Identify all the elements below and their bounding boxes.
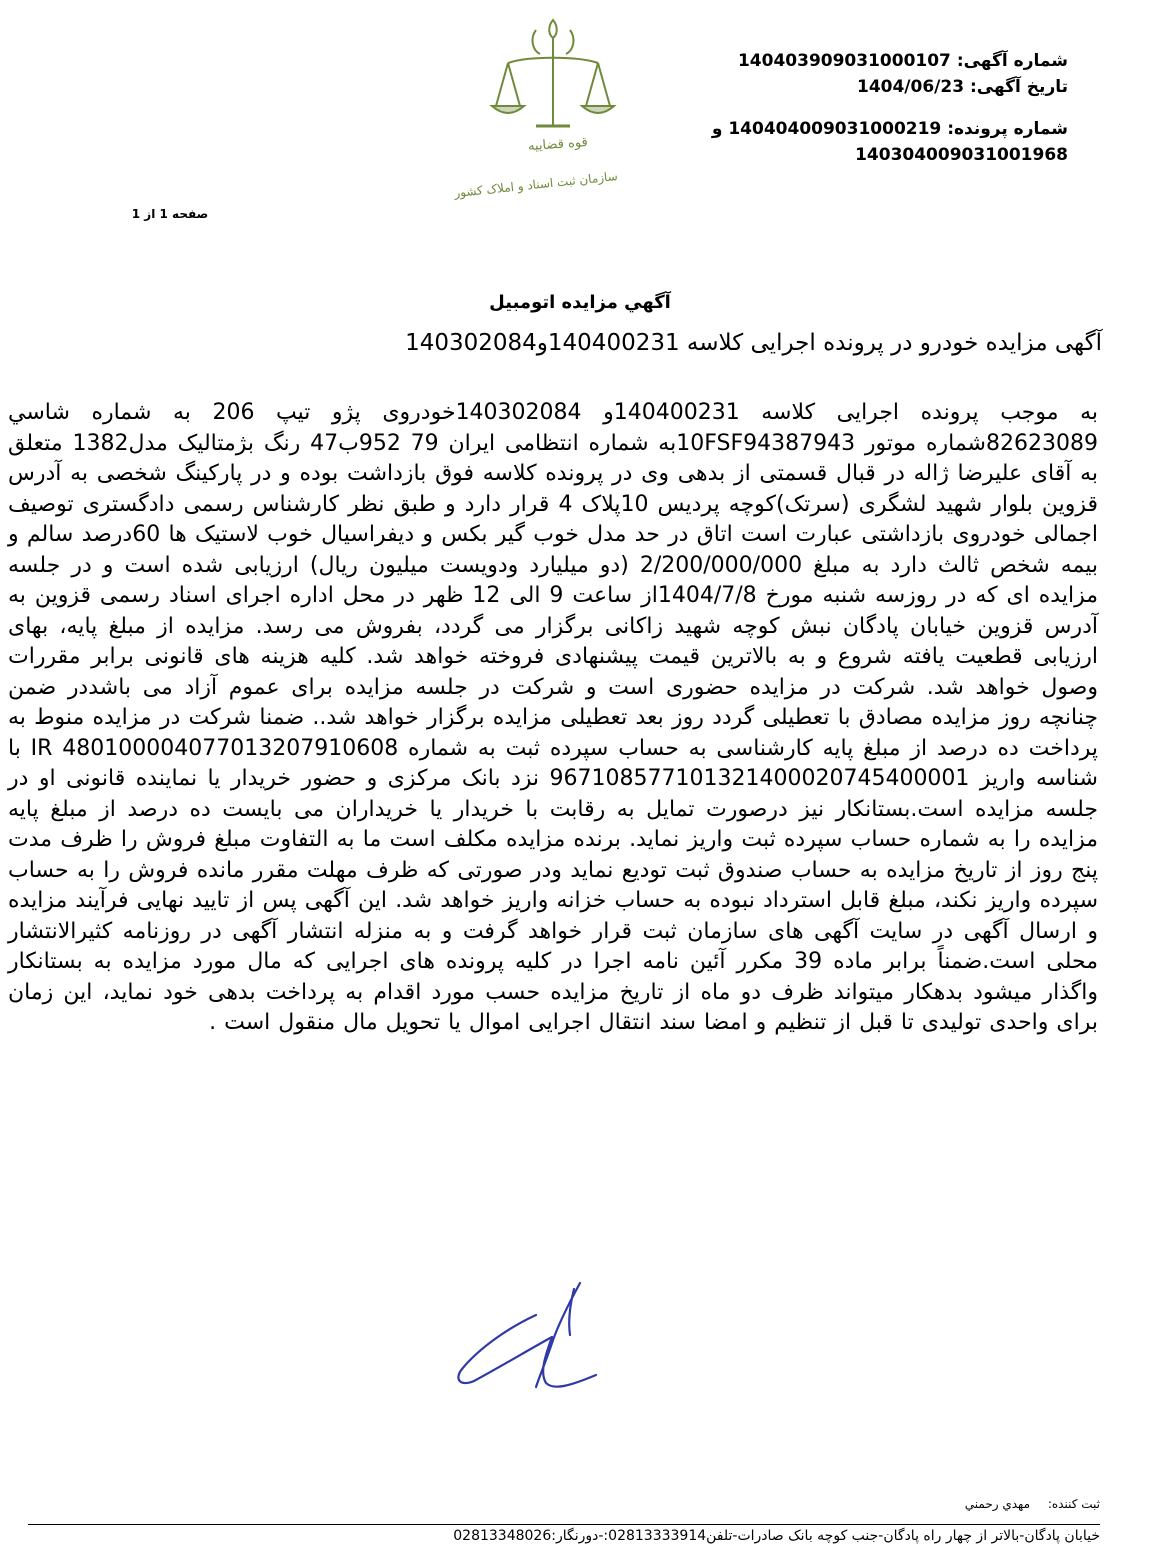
- notice-body: به موجب پرونده اجرایی کلاسه 140400231و 140302084خودروی پژو تیپ 206 به شماره شاسي 82623089شماره موتور 10FSF94387943به شماره انتظامی ایران 79 952ب47 رنگ بژمتالیک مدل1382 متعلق به آقای علیرضا ژاله در قبال قسمتی از بدهی وی در پرونده کلاسه فوق بازداشت بوده و در پارکینگ شخصی به آدرس قزوین بلوار شهید لشگری (سرتک)کوچه پردیس 10پلاک 4 قرار دارد و طبق نظر کارشناس رسمی دادگستری توصیف اجمالی خودروی بازداشتی عبارت است اتاق در حد مدل خوب گیر بکس و دیفراسیال خوب لاستیک ها 60درصد سالم و بیمه شخص ثالث دارد به مبلغ 2/200/000/000 (دو میلیارد ودویست میلیون ریال) ارزیابی شده است و در جلسه مزایده ای که در روزسه شنبه مورخ 1404/7/8از ساعت 9 الی 12 ظهر در محل اداره اجرای اسناد رسمی قزوین به آدرس قزوین خیابان پادگان نبش کوچه شهید زاکانی برگزار می گردد، بفروش می رسد. مزایده از مبلغ پایه، بهای ارزیابی قطعیت یافته شروع و به بالاترین قیمت پیشنهادی فروخته خواهد شد. کلیه هزینه های قانونی برابر مقررات وصول خواهد شد. شرکت در مزایده حضوری است و شرکت در جلسه مزایده برای عموم آزاد می باشددر ضمن چنانچه روز مزایده مصادق با تعطیلی گردد روز بعد تعطیلی مزایده برگزار خواهد شد.. ضمنا شرکت در مزایده منوط به پرداخت ده درصد از مبلغ پایه کارشناسی به حساب سپرده ثبت به شماره IR 480100004077013207910608 با شناسه واریز 967108577101321400020745400001 نزد بانک مرکزی و حضور خریدار یا نماینده قانونی او در جلسه مزایده است.بستانکار نیز درصورت تمایل به رقابت با خریدار یا خریداران می بایست ده درصد از مبلغ پایه مزایده را به شماره حساب سپرده ثبت واریز نماید. برنده مزایده مکلف است ما به التفاوت مبلغ فروش را ظرف مدت پنج روز از تاریخ مزایده به حساب صندوق ثبت تودیع نماید ودر صورتی که ظرف مهلت مقرر مانده فروش را به حساب سپرده واریز نکند، مبلغ قابل استرداد نبوده به حساب خزانه واریز خواهد شد. این آگهی پس از تایید نهایی فرآیند مزایده و ارسال آگهی در سایت آگهی های سازمان ثبت قرار خواهد گرفت و به منزله انتشار آگهی در روزنامه کثیرالانتشار محلی است.ضمناً برابر ماده 39 مکرر آئین نامه اجرا در کلیه پرونده های اجرایی که مال مورد مزایده به بستانکار واگذار میشود بدهکار میتواند ظرف دو ماه از تاریخ مزایده حسب مورد اقدام به پرداخت بدهی خود نماید، این زمان برای واحدی تولیدی تا قبل از تنظیم و امضا سند انتقال اجرایی اموال یا تحویل مال منقول است .: [8, 400, 1099, 1035]
- notice-number: 140403909031000107: [737, 51, 951, 71]
- case-number-row: [548, 116, 1068, 142]
- registrar-info: [860, 1497, 1100, 1511]
- handwritten-signature-icon: [440, 1275, 610, 1400]
- footer-address: خیابان پادگان-بالاتر از چهار راه پادگان-جنب کوچه بانک صادرات-تلفن02813333914:-دورنگار:02813348026: [453, 1528, 1100, 1544]
- notice-metadata: [548, 48, 1068, 168]
- notice-number-label: شماره آگهی:: [956, 51, 1068, 71]
- svg-text:قوه قضاییه: قوه قضاییه: [527, 135, 589, 155]
- page-title: آگهي مزايده اتومبيل: [489, 292, 671, 313]
- notice-date: 1404/06/23: [856, 77, 965, 97]
- registrar-label: ثبت کننده:: [1047, 1497, 1100, 1511]
- case-number-1: 140404009031000219: [728, 119, 942, 139]
- notice-date-label: تاریخ آگهی:: [969, 77, 1068, 97]
- page-subtitle: آگهی مزایده خودرو در پرونده اجرایی کلاسه 140400231و140302084: [405, 330, 1102, 356]
- footer-divider: [28, 1524, 1100, 1525]
- case-number-label: شماره پرونده:: [947, 119, 1068, 139]
- svg-text:سازمان ثبت اسناد و املاک کشور: سازمان ثبت اسناد و املاک کشور: [453, 169, 619, 201]
- notice-number-row: [548, 48, 1068, 74]
- notice-date-row: [548, 74, 1068, 100]
- page-indicator: صفحه 1 از 1: [131, 207, 209, 221]
- case-number-2: 140304009031001968: [855, 145, 1068, 165]
- registrar-name: مهدي رحمني: [964, 1497, 1031, 1511]
- case-number-joiner: و: [711, 119, 723, 139]
